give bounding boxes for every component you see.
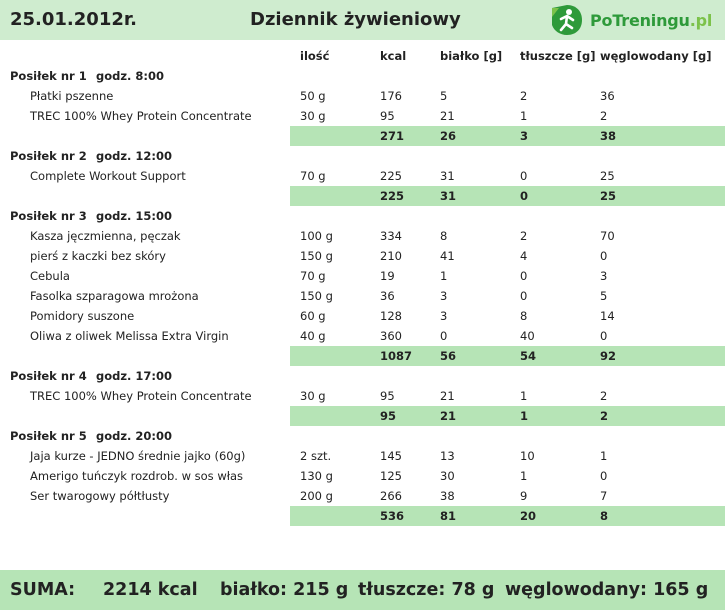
page-title: Dziennik żywieniowy — [250, 9, 461, 30]
food-name: Płatki pszenne — [30, 89, 114, 103]
food-name: Jaja kurze - JEDNO średnie jajko (60g) — [30, 449, 246, 463]
meal-time: godz. 20:00 — [96, 429, 173, 443]
total-carbs: 2 — [600, 409, 609, 423]
meal-name: Posiłek nr 1 — [10, 69, 87, 83]
food-qty: 130 g — [300, 469, 333, 483]
food-name: TREC 100% Whey Protein Concentrate — [30, 109, 252, 123]
food-protein: 1 — [440, 269, 448, 283]
food-row — [0, 466, 725, 486]
food-row — [0, 226, 725, 246]
header-bar — [0, 0, 725, 40]
meal-total-row — [0, 126, 725, 146]
food-kcal: 210 — [380, 249, 402, 263]
meal-header — [0, 146, 725, 166]
meal-header — [0, 66, 725, 86]
food-kcal: 266 — [380, 489, 402, 503]
total-fat: 0 — [520, 189, 529, 203]
food-protein: 31 — [440, 169, 455, 183]
total-kcal: 95 — [380, 409, 397, 423]
food-qty: 50 g — [300, 89, 326, 103]
meal-name: Posiłek nr 2 — [10, 149, 87, 163]
summary-label: SUMA: — [10, 580, 76, 600]
food-carbs: 36 — [600, 89, 615, 103]
food-name: Amerigo tuńczyk rozdrob. w sos włas — [30, 469, 244, 483]
food-row — [0, 106, 725, 126]
food-fat: 1 — [520, 109, 528, 123]
food-protein: 5 — [440, 89, 448, 103]
meal-total-row — [0, 506, 725, 526]
summary-fat: tłuszcze: 78 g — [358, 580, 495, 600]
food-row — [0, 266, 725, 286]
food-carbs: 2 — [600, 109, 608, 123]
food-protein: 3 — [440, 309, 448, 323]
meal-header — [0, 206, 725, 226]
food-row — [0, 286, 725, 306]
potreningu-logo[interactable] — [550, 3, 712, 37]
food-kcal: 334 — [380, 229, 402, 243]
col-fat-header: tłuszcze [g] — [520, 49, 596, 63]
food-name: Complete Workout Support — [30, 169, 186, 183]
meal-time: godz. 8:00 — [96, 69, 165, 83]
col-protein-header: białko [g] — [440, 49, 503, 63]
food-qty: 70 g — [300, 269, 326, 283]
food-fat: 2 — [520, 229, 528, 243]
food-qty: 200 g — [300, 489, 333, 503]
summary-bar — [0, 570, 725, 610]
food-carbs: 7 — [600, 489, 608, 503]
meal-header — [0, 426, 725, 446]
food-fat: 9 — [520, 489, 528, 503]
food-kcal: 128 — [380, 309, 402, 323]
food-kcal: 360 — [380, 329, 402, 343]
meal-name: Posiłek nr 5 — [10, 429, 87, 443]
food-row — [0, 446, 725, 466]
meal-name: Posiłek nr 3 — [10, 209, 87, 223]
food-fat: 8 — [520, 309, 528, 323]
total-fat: 3 — [520, 129, 529, 143]
food-protein: 8 — [440, 229, 448, 243]
food-carbs: 0 — [600, 329, 608, 343]
col-qty-header: ilość — [300, 49, 330, 63]
food-fat: 2 — [520, 89, 528, 103]
food-carbs: 0 — [600, 469, 608, 483]
meal-total-row — [0, 186, 725, 206]
summary-protein: białko: 215 g — [220, 580, 349, 600]
food-kcal: 95 — [380, 389, 395, 403]
food-protein: 38 — [440, 489, 455, 503]
meal-time: godz. 12:00 — [96, 149, 173, 163]
meal-name: Posiłek nr 4 — [10, 369, 87, 383]
total-protein: 26 — [440, 129, 457, 143]
meal-time: godz. 17:00 — [96, 369, 173, 383]
food-fat: 10 — [520, 449, 535, 463]
summary-kcal: 2214 kcal — [103, 580, 198, 600]
food-protein: 41 — [440, 249, 455, 263]
col-kcal-header: kcal — [380, 49, 407, 63]
food-row — [0, 486, 725, 506]
food-protein: 21 — [440, 389, 455, 403]
food-name: Cebula — [30, 269, 70, 283]
food-name: Oliwa z oliwek Melissa Extra Virgin — [30, 329, 229, 343]
total-protein: 31 — [440, 189, 457, 203]
food-row — [0, 386, 725, 406]
food-protein: 13 — [440, 449, 455, 463]
total-kcal: 536 — [380, 509, 405, 523]
total-kcal: 225 — [380, 189, 405, 203]
food-name: TREC 100% Whey Protein Concentrate — [30, 389, 252, 403]
total-kcal: 1087 — [380, 349, 413, 363]
col-carbs-header: węglowodany [g] — [600, 49, 712, 63]
food-fat: 0 — [520, 269, 528, 283]
food-fat: 4 — [520, 249, 528, 263]
food-carbs: 25 — [600, 169, 615, 183]
food-qty: 2 szt. — [300, 449, 332, 463]
food-carbs: 1 — [600, 449, 608, 463]
food-qty: 150 g — [300, 249, 333, 263]
food-row — [0, 166, 725, 186]
food-carbs: 3 — [600, 269, 608, 283]
food-kcal: 225 — [380, 169, 402, 183]
food-fat: 1 — [520, 389, 528, 403]
total-fat: 20 — [520, 509, 537, 523]
food-row — [0, 326, 725, 346]
food-carbs: 5 — [600, 289, 608, 303]
meal-total-row — [0, 346, 725, 366]
food-name: pierś z kaczki bez skóry — [30, 249, 166, 263]
food-name: Kasza jęczmienna, pęczak — [30, 229, 181, 243]
food-qty: 40 g — [300, 329, 326, 343]
food-name: Ser twarogowy półtłusty — [30, 489, 170, 503]
logo-text: PoTreningu.pl — [590, 10, 713, 30]
food-fat: 1 — [520, 469, 528, 483]
food-qty: 150 g — [300, 289, 333, 303]
meal-total-row — [0, 406, 725, 426]
food-qty: 60 g — [300, 309, 326, 323]
food-qty: 70 g — [300, 169, 326, 183]
total-carbs: 8 — [600, 509, 609, 523]
food-kcal: 19 — [380, 269, 395, 283]
food-carbs: 14 — [600, 309, 615, 323]
food-protein: 21 — [440, 109, 455, 123]
food-row — [0, 246, 725, 266]
food-kcal: 145 — [380, 449, 402, 463]
food-qty: 30 g — [300, 109, 326, 123]
food-carbs: 2 — [600, 389, 608, 403]
food-kcal: 36 — [380, 289, 395, 303]
diary-date: 25.01.2012r. — [10, 9, 138, 30]
food-kcal: 95 — [380, 109, 395, 123]
food-protein: 3 — [440, 289, 448, 303]
total-kcal: 271 — [380, 129, 405, 143]
food-carbs: 70 — [600, 229, 615, 243]
food-kcal: 125 — [380, 469, 402, 483]
total-protein: 56 — [440, 349, 457, 363]
total-carbs: 92 — [600, 349, 617, 363]
food-carbs: 0 — [600, 249, 608, 263]
food-row — [0, 306, 725, 326]
total-protein: 81 — [440, 509, 457, 523]
total-carbs: 38 — [600, 129, 617, 143]
food-name: Pomidory suszone — [30, 309, 135, 323]
total-fat: 1 — [520, 409, 529, 423]
summary-carbs: węglowodany: 165 g — [505, 580, 709, 600]
runner-logo-icon — [550, 3, 584, 37]
food-qty: 30 g — [300, 389, 326, 403]
food-qty: 100 g — [300, 229, 333, 243]
food-fat: 0 — [520, 169, 528, 183]
food-protein: 30 — [440, 469, 455, 483]
food-row — [0, 86, 725, 106]
total-fat: 54 — [520, 349, 537, 363]
total-protein: 21 — [440, 409, 457, 423]
food-protein: 0 — [440, 329, 448, 343]
food-fat: 40 — [520, 329, 535, 343]
total-carbs: 25 — [600, 189, 617, 203]
meal-header — [0, 366, 725, 386]
meal-time: godz. 15:00 — [96, 209, 173, 223]
food-kcal: 176 — [380, 89, 402, 103]
food-name: Fasolka szparagowa mrożona — [30, 289, 199, 303]
food-fat: 0 — [520, 289, 528, 303]
